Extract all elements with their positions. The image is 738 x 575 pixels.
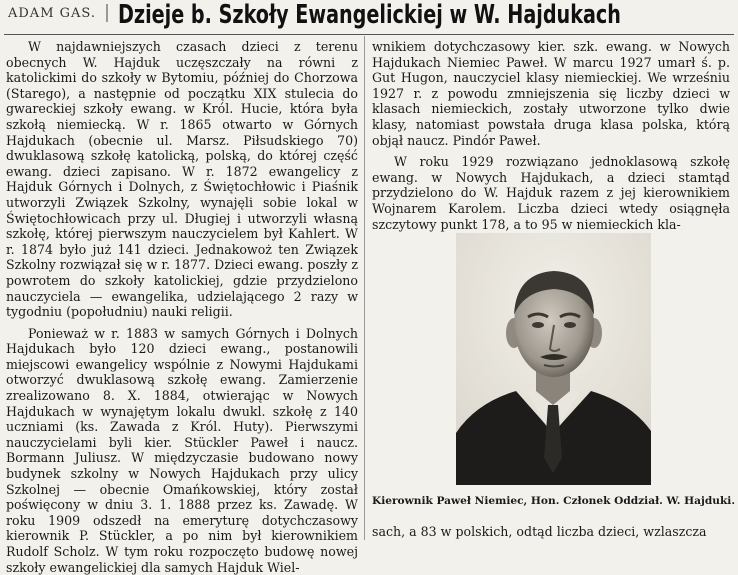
right-column-top [372, 39, 730, 232]
photo-caption: Kierownik Paweł Niemiec, Hon. Członek Oddział. W. Hajduki. [372, 495, 736, 507]
portrait-image [456, 233, 651, 485]
page-title: Dzieje b. Szkoły Ewangelickiej w W. Hajdukach [118, 0, 621, 30]
paragraph: W roku 1929 rozwiązano jednoklasową szkołę ewang. w Nowych Hajdukach, a dzieci stamtąd przydzielono do W. Hajduk razem z jej kierownikiem Wojnarem Karolem. Liczba dzieci wtedy osiągnęła szczytowy punkt 178, a to 95 w niemieckich kla- [372, 154, 730, 232]
header-separator [106, 4, 108, 22]
portrait-photo [456, 233, 651, 485]
author-name: ADAM GAS. [8, 6, 96, 21]
paragraph: W najdawniejszych czasach dzieci z terenu obecnych W. Hajduk uczęszczały na równi z katolickimi do szkoły w Bytomiu, później do Chorzowa (Starego), a następnie od początku XIX stulecia do gwareckiej szkoły ewang. w Król. Hucie, która była szkołą niemiecką. W r. 1865 otwarto w Górnych Hajdukach (obecnie ul. Marsz. Piłsudskiego 70) dwuklasową szkołę katolicką, polską, do której część ewang. dzieci zapisano. W r. 1872 ewangelicy z Hajduk Górnych i Dolnych, z Świętochłowic i Piaśnik utworzyli Związek Szkolny, wynajęli sobie lokal w Świętochłowicach przy ul. Długiej i utworzyli własną szkołę, której pierwszym nauczycielem był Kahlert. W r. 1874 było już 141 dzieci. Jednakowoż ten Związek Szkolny rozwiązał się w r. 1877. Dzieci ewang. poszły z powrotem do szkoły katolickiej, gdzie przydzielono nauczyciela — ewangelika, udzielającego 2 razy w tygodniu (popołudniu) nauki religii. [6, 39, 358, 320]
right-column-bottom [372, 524, 730, 544]
paragraph: sach, a 83 w polskich, odtąd liczba dzieci, wzlaszcza [372, 524, 707, 539]
paragraph: wnikiem dotychczasowy kier. szk. ewang. w Nowych Hajdukach Niemiec Paweł. W marcu 1927 umarł ś. p. Gut Hugon, nauczyciel klasy niemieckiej. We wrześniu 1927 r. z powodu zmniejszenia się liczby dzieci w klasach niemieckich, zostały utworzone tylko dwie klasy, natomiast powstała druga klasa polska, którą objął naucz. Pindór Paweł. [372, 39, 730, 148]
left-column [6, 39, 358, 575]
column-divider [364, 36, 365, 540]
paragraph: Ponieważ w r. 1883 w samych Górnych i Dolnych Hajdukach było 120 dzieci ewang., postanowili miejscowi ewangelicy wspólnie z Nowymi Hajdukami otworzyć dwuklasową szkołę ewang. Zamierzenie zrealizowano 8. X. 1884, otwierając w Nowych Hajdukach w wynajętym lokalu dwukl. szkołę z 140 uczniami (ks. Zawada z Król. Huty). Pierwszymi nauczycielami byli kier. Stückler Paweł i naucz. Bormann Juliusz. W międzyczasie budowano nowy budynek szkolny w Nowych Hajdukach przy ulicy Szkolnej — obecnie Omańkowskiej, który został poświęcony w dniu 3. 1. 1888 przez ks. Zawadę. W roku 1909 odszedł na emeryturę dotychczasowy kierownik P. Stückler, a po nim był kierownikiem Rudolf Scholz. W tym roku rozpoczęto budowę nowej szkoły ewangelickiej dla samych Hajduk Wiel- [6, 325, 358, 575]
title-rule [4, 34, 734, 35]
